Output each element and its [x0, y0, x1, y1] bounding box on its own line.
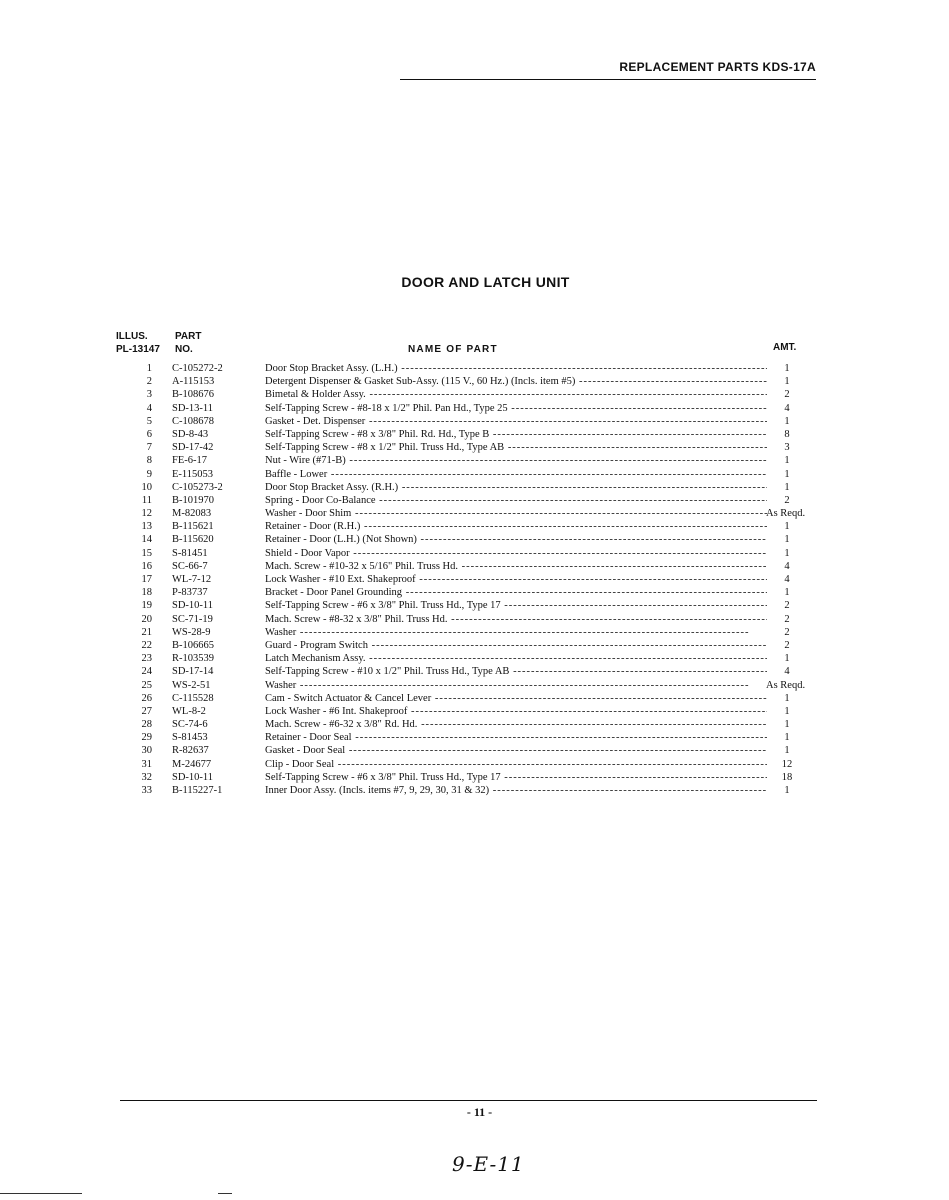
part-number: M-82083: [172, 508, 212, 520]
part-number: SC-66-7: [172, 560, 208, 572]
illus-number: 17: [141, 574, 152, 585]
table-row: [0, 468, 949, 481]
part-amount: 2: [784, 613, 790, 625]
part-number: C-115528: [172, 692, 214, 704]
illus-number: 23: [141, 653, 152, 665]
illus-number: 4: [146, 402, 152, 414]
table-row: [0, 626, 949, 639]
table-row: [0, 388, 949, 401]
part-name: Self-Tapping Screw - #8-18 x 1/2" Phil. Pan Hd., Type 25 -----: [265, 402, 767, 415]
parts-list: [0, 362, 949, 797]
column-header-part: [175, 330, 201, 356]
part-name: Washer -----: [265, 626, 767, 639]
illus-number: 25: [141, 679, 152, 691]
part-amount: As Reqd.: [766, 679, 806, 691]
table-row: [0, 705, 949, 718]
illus-number: 16: [141, 560, 152, 572]
part-amount: 12: [781, 758, 793, 770]
part-amount: 1: [784, 719, 790, 731]
part-amount: 1: [784, 692, 790, 704]
table-row: [0, 362, 949, 375]
part-number: C-108678: [172, 415, 214, 427]
illus-number: 8: [146, 455, 152, 467]
part-name: Door Stop Bracket Assy. (L.H.) -----: [265, 362, 767, 375]
part-number: WL-8-2: [172, 705, 206, 717]
part-number: B-108676: [172, 389, 214, 401]
scan-mark: [218, 1193, 232, 1194]
part-amount: 3: [784, 442, 790, 454]
illus-number: 30: [141, 745, 152, 757]
part-name: Baffle - Lower -----: [265, 468, 767, 481]
illus-number: 9: [146, 468, 152, 480]
illus-number: 14: [141, 534, 152, 546]
part-amount: 2: [784, 600, 790, 612]
part-amount: 1: [784, 547, 790, 559]
illus-number: 29: [141, 732, 152, 744]
part-amount: 1: [784, 587, 790, 599]
table-row: [0, 679, 949, 692]
part-amount: 2: [784, 639, 790, 651]
table-row: [0, 692, 949, 705]
part-amount: 1: [784, 376, 790, 388]
part-amount: 1: [784, 745, 790, 757]
illus-number: 10: [141, 481, 152, 493]
part-amount: 2: [784, 389, 790, 401]
part-name: Self-Tapping Screw - #8 x 3/8" Phil. Rd. Hd., Type B -----: [265, 428, 767, 441]
part-name: Shield - Door Vapor -----: [265, 547, 767, 560]
part-amount: 1: [784, 455, 790, 467]
page-header: REPLACEMENT PARTS KDS-17A: [619, 60, 816, 74]
part-number: SD-8-43: [172, 428, 209, 440]
illus-number: 32: [141, 771, 152, 783]
illus-number: 7: [146, 442, 152, 454]
part-number: SD-10-11: [172, 771, 214, 783]
part-name: Retainer - Door (L.H.) (Not Shown) -----: [265, 533, 767, 546]
illus-number: 31: [141, 758, 152, 770]
illus-number: 26: [141, 692, 152, 704]
part-name: Detergent Dispenser & Gasket Sub-Assy. (115 V., 60 Hz.) (Incls. item #5) -----: [265, 375, 767, 388]
table-row: [0, 547, 949, 560]
part-number: FE-6-17: [172, 455, 207, 467]
illus-number: 18: [141, 587, 152, 599]
part-number: S-81453: [172, 732, 208, 744]
part-number: SD-13-11: [172, 402, 214, 414]
part-number: R-103539: [172, 653, 214, 665]
part-name: Washer -----: [265, 679, 767, 692]
part-number: B-106665: [172, 639, 214, 651]
part-number: SC-71-19: [172, 613, 213, 625]
part-amount: 8: [784, 428, 790, 440]
part-amount: 1: [784, 521, 790, 533]
part-amount: As Reqd.: [766, 508, 806, 520]
table-row: [0, 639, 949, 652]
illus-number: 2: [146, 376, 152, 388]
part-name: Self-Tapping Screw - #6 x 3/8" Phil. Truss Hd., Type 17 -----: [265, 599, 767, 612]
table-row: [0, 402, 949, 415]
part-number: SD-10-11: [172, 600, 214, 612]
part-number: B-115620: [172, 534, 214, 546]
illus-number: 20: [141, 613, 152, 625]
part-number: P-83737: [172, 587, 208, 599]
part-number: SD-17-14: [172, 666, 214, 678]
part-number: B-115227-1: [172, 785, 223, 796]
part-name: Lock Washer - #6 Int. Shakeproof -----: [265, 705, 767, 718]
part-name: Bracket - Door Panel Grounding -----: [265, 586, 767, 599]
table-row: [0, 520, 949, 533]
column-header-name: NAME OF PART: [408, 344, 498, 355]
illus-number: 22: [141, 639, 152, 651]
part-name: Self-Tapping Screw - #10 x 1/2" Phil. Truss Hd., Type AB -----: [265, 665, 767, 678]
table-row: [0, 454, 949, 467]
part-amount: 1: [784, 732, 790, 744]
handwritten-note: 9-E-11: [452, 1152, 525, 1176]
table-row: [0, 573, 949, 586]
illus-number: 28: [141, 719, 152, 731]
part-number: A-115153: [172, 376, 215, 388]
part-number: C-105272-2: [172, 363, 223, 374]
table-row: [0, 599, 949, 612]
part-name: Mach. Screw - #6-32 x 3/8" Rd. Hd. -----: [265, 718, 767, 731]
part-name: Self-Tapping Screw - #6 x 3/8" Phil. Truss Hd., Type 17 -----: [265, 771, 767, 784]
column-header-illus: [116, 330, 160, 356]
part-amount: 18: [781, 771, 793, 783]
illus-number: 3: [146, 389, 152, 401]
part-number: WS-2-51: [172, 679, 211, 691]
table-row: [0, 744, 949, 757]
part-name: Washer - Door Shim -----: [265, 507, 767, 520]
part-name: Retainer - Door (R.H.) -----: [265, 520, 767, 533]
column-header-part-line1: PART: [175, 331, 202, 342]
part-name: Spring - Door Co-Balance -----: [265, 494, 767, 507]
section-title: DOOR AND LATCH UNIT: [401, 274, 570, 290]
illus-number: 24: [141, 666, 152, 678]
part-name: Inner Door Assy. (Incls. items #7, 9, 29, 30, 31 & 32) -----: [265, 784, 767, 797]
part-amount: 4: [784, 560, 790, 572]
table-row: [0, 428, 949, 441]
part-number: B-115621: [172, 521, 214, 533]
table-row: [0, 507, 949, 520]
part-name: Nut - Wire (#71-B) -----: [265, 454, 767, 467]
part-number: E-115053: [172, 468, 214, 480]
page-number: - 11 -: [466, 1105, 493, 1119]
table-row: [0, 652, 949, 665]
part-name: Bimetal & Holder Assy. -----: [265, 388, 767, 401]
part-name: Gasket - Det. Dispenser -----: [265, 415, 767, 428]
table-row: [0, 415, 949, 428]
part-name: Gasket - Door Seal -----: [265, 744, 767, 757]
header-rule: [400, 79, 816, 80]
part-number: R-82637: [172, 745, 209, 757]
part-amount: 1: [784, 415, 790, 427]
part-name: Guard - Program Switch -----: [265, 639, 767, 652]
column-header-illus-line2: PL-13147: [116, 344, 160, 355]
illus-number: 15: [141, 547, 152, 559]
part-number: S-81451: [172, 547, 208, 559]
table-row: [0, 586, 949, 599]
illus-number: 5: [146, 415, 152, 427]
table-row: [0, 533, 949, 546]
table-row: [0, 375, 949, 388]
scan-mark: [0, 1193, 82, 1194]
part-amount: 2: [784, 494, 790, 506]
column-header-amt: AMT.: [773, 342, 797, 353]
part-name: Retainer - Door Seal -----: [265, 731, 767, 744]
column-header-part-line2: NO.: [175, 344, 193, 355]
table-row: [0, 718, 949, 731]
part-amount: 4: [784, 402, 790, 414]
part-name: Self-Tapping Screw - #8 x 1/2" Phil. Truss Hd., Type AB -----: [265, 441, 767, 454]
illus-number: 19: [141, 600, 152, 612]
illus-number: 1: [146, 363, 152, 374]
illus-number: 27: [141, 705, 152, 717]
part-name: Mach. Screw - #10-32 x 5/16" Phil. Truss Hd. -----: [265, 560, 767, 573]
table-row: [0, 758, 949, 771]
part-number: SC-74-6: [172, 719, 208, 731]
part-number: SD-17-42: [172, 442, 214, 454]
table-row: [0, 771, 949, 784]
part-amount: 2: [784, 626, 790, 638]
table-row: [0, 441, 949, 454]
part-name: Cam - Switch Actuator & Cancel Lever -----: [265, 692, 767, 705]
part-number: WS-28-9: [172, 626, 211, 638]
part-amount: 4: [784, 574, 790, 585]
part-name: Door Stop Bracket Assy. (R.H.) -----: [265, 481, 767, 494]
table-row: [0, 613, 949, 626]
footer-rule: [120, 1100, 817, 1101]
part-amount: 1: [784, 653, 790, 665]
part-number: M-24677: [172, 758, 212, 770]
table-row: [0, 494, 949, 507]
part-amount: 1: [784, 705, 790, 717]
illus-number: 6: [146, 428, 152, 440]
illus-number: 12: [141, 508, 152, 520]
part-amount: 1: [784, 468, 790, 480]
part-number: B-101970: [172, 494, 214, 506]
column-header-illus-line1: ILLUS.: [116, 331, 148, 342]
table-row: [0, 481, 949, 494]
part-name: Clip - Door Seal -----: [265, 758, 767, 771]
part-amount: 1: [784, 534, 790, 546]
illus-number: 33: [141, 785, 152, 796]
part-amount: 4: [784, 666, 790, 678]
part-number: WL-7-12: [172, 574, 212, 585]
part-name: Latch Mechanism Assy. -----: [265, 652, 767, 665]
table-row: [0, 665, 949, 678]
part-name: Lock Washer - #10 Ext. Shakeproof -----: [265, 573, 767, 586]
illus-number: 13: [141, 521, 152, 533]
part-name: Mach. Screw - #8-32 x 3/8" Phil. Truss Hd. -----: [265, 613, 767, 626]
illus-number: 21: [141, 626, 152, 638]
table-row: [0, 784, 949, 797]
table-row: [0, 731, 949, 744]
part-number: C-105273-2: [172, 481, 223, 493]
illus-number: 11: [141, 494, 152, 506]
table-row: [0, 560, 949, 573]
part-amount: 1: [784, 481, 790, 493]
part-amount: 1: [784, 363, 790, 374]
part-amount: 1: [784, 785, 790, 796]
